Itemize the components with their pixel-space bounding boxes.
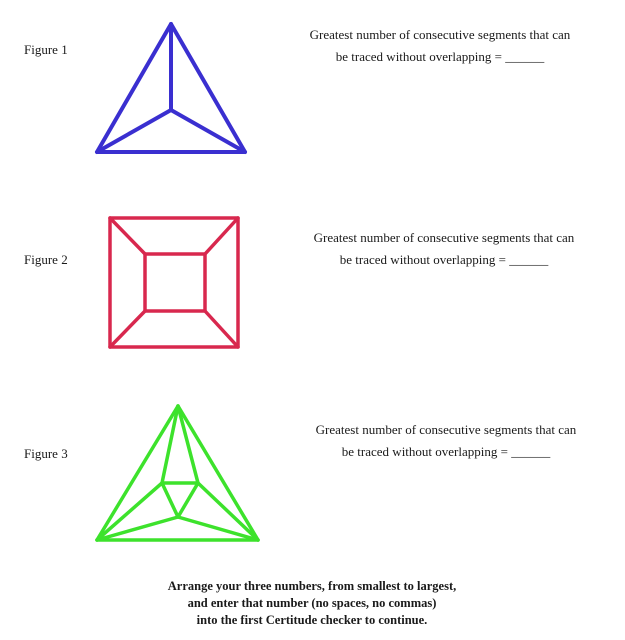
figure-3-inner-triangle <box>162 483 198 517</box>
figure-2-diagonal <box>205 218 238 254</box>
figure-2-question <box>294 227 594 271</box>
figure-2-inner-square <box>145 254 205 311</box>
figure-2-diagonal <box>110 311 145 347</box>
figure-2-outer-square <box>110 218 238 347</box>
figure-2-diagonal <box>205 311 238 347</box>
figure-1-spoke <box>97 110 171 152</box>
figure-3-spoke <box>97 517 178 540</box>
question-line-2: be traced without overlapping = ______ <box>335 49 545 64</box>
figure-1-label: Figure 1 <box>24 42 68 57</box>
instructions-line-1: Arrange your three numbers, from smallest to largest, <box>167 579 457 593</box>
question-line-1: Greatest number of consecutive segments that can <box>315 422 577 437</box>
question-line-2: be traced without overlapping = ______ <box>339 252 549 267</box>
figure-3-spoke <box>198 483 258 540</box>
figure-3-spoke <box>178 406 198 483</box>
figure-2-label: Figure 2 <box>24 252 68 267</box>
question-line-1: Greatest number of consecutive segments that can <box>309 27 571 42</box>
instructions-line-3: into the first Certitude checker to continue. <box>196 613 428 627</box>
figure-3-spoke <box>97 483 162 540</box>
question-line-2: be traced without overlapping = ______ <box>341 444 551 459</box>
figure-3-question <box>296 419 596 463</box>
figure-1-spoke <box>171 110 245 152</box>
figure-1-question <box>290 24 590 68</box>
figure-3-outer-triangle <box>97 406 258 540</box>
figure-3-spoke <box>178 517 258 540</box>
question-line-1: Greatest number of consecutive segments that can <box>313 230 575 245</box>
figure-3-label: Figure 3 <box>24 446 68 461</box>
figure-3-spoke <box>162 406 178 483</box>
figure-2-diagonal <box>110 218 145 254</box>
instructions <box>112 578 512 629</box>
instructions-line-2: and enter that number (no spaces, no commas) <box>187 596 437 610</box>
figure-1-outer-triangle <box>97 24 245 152</box>
